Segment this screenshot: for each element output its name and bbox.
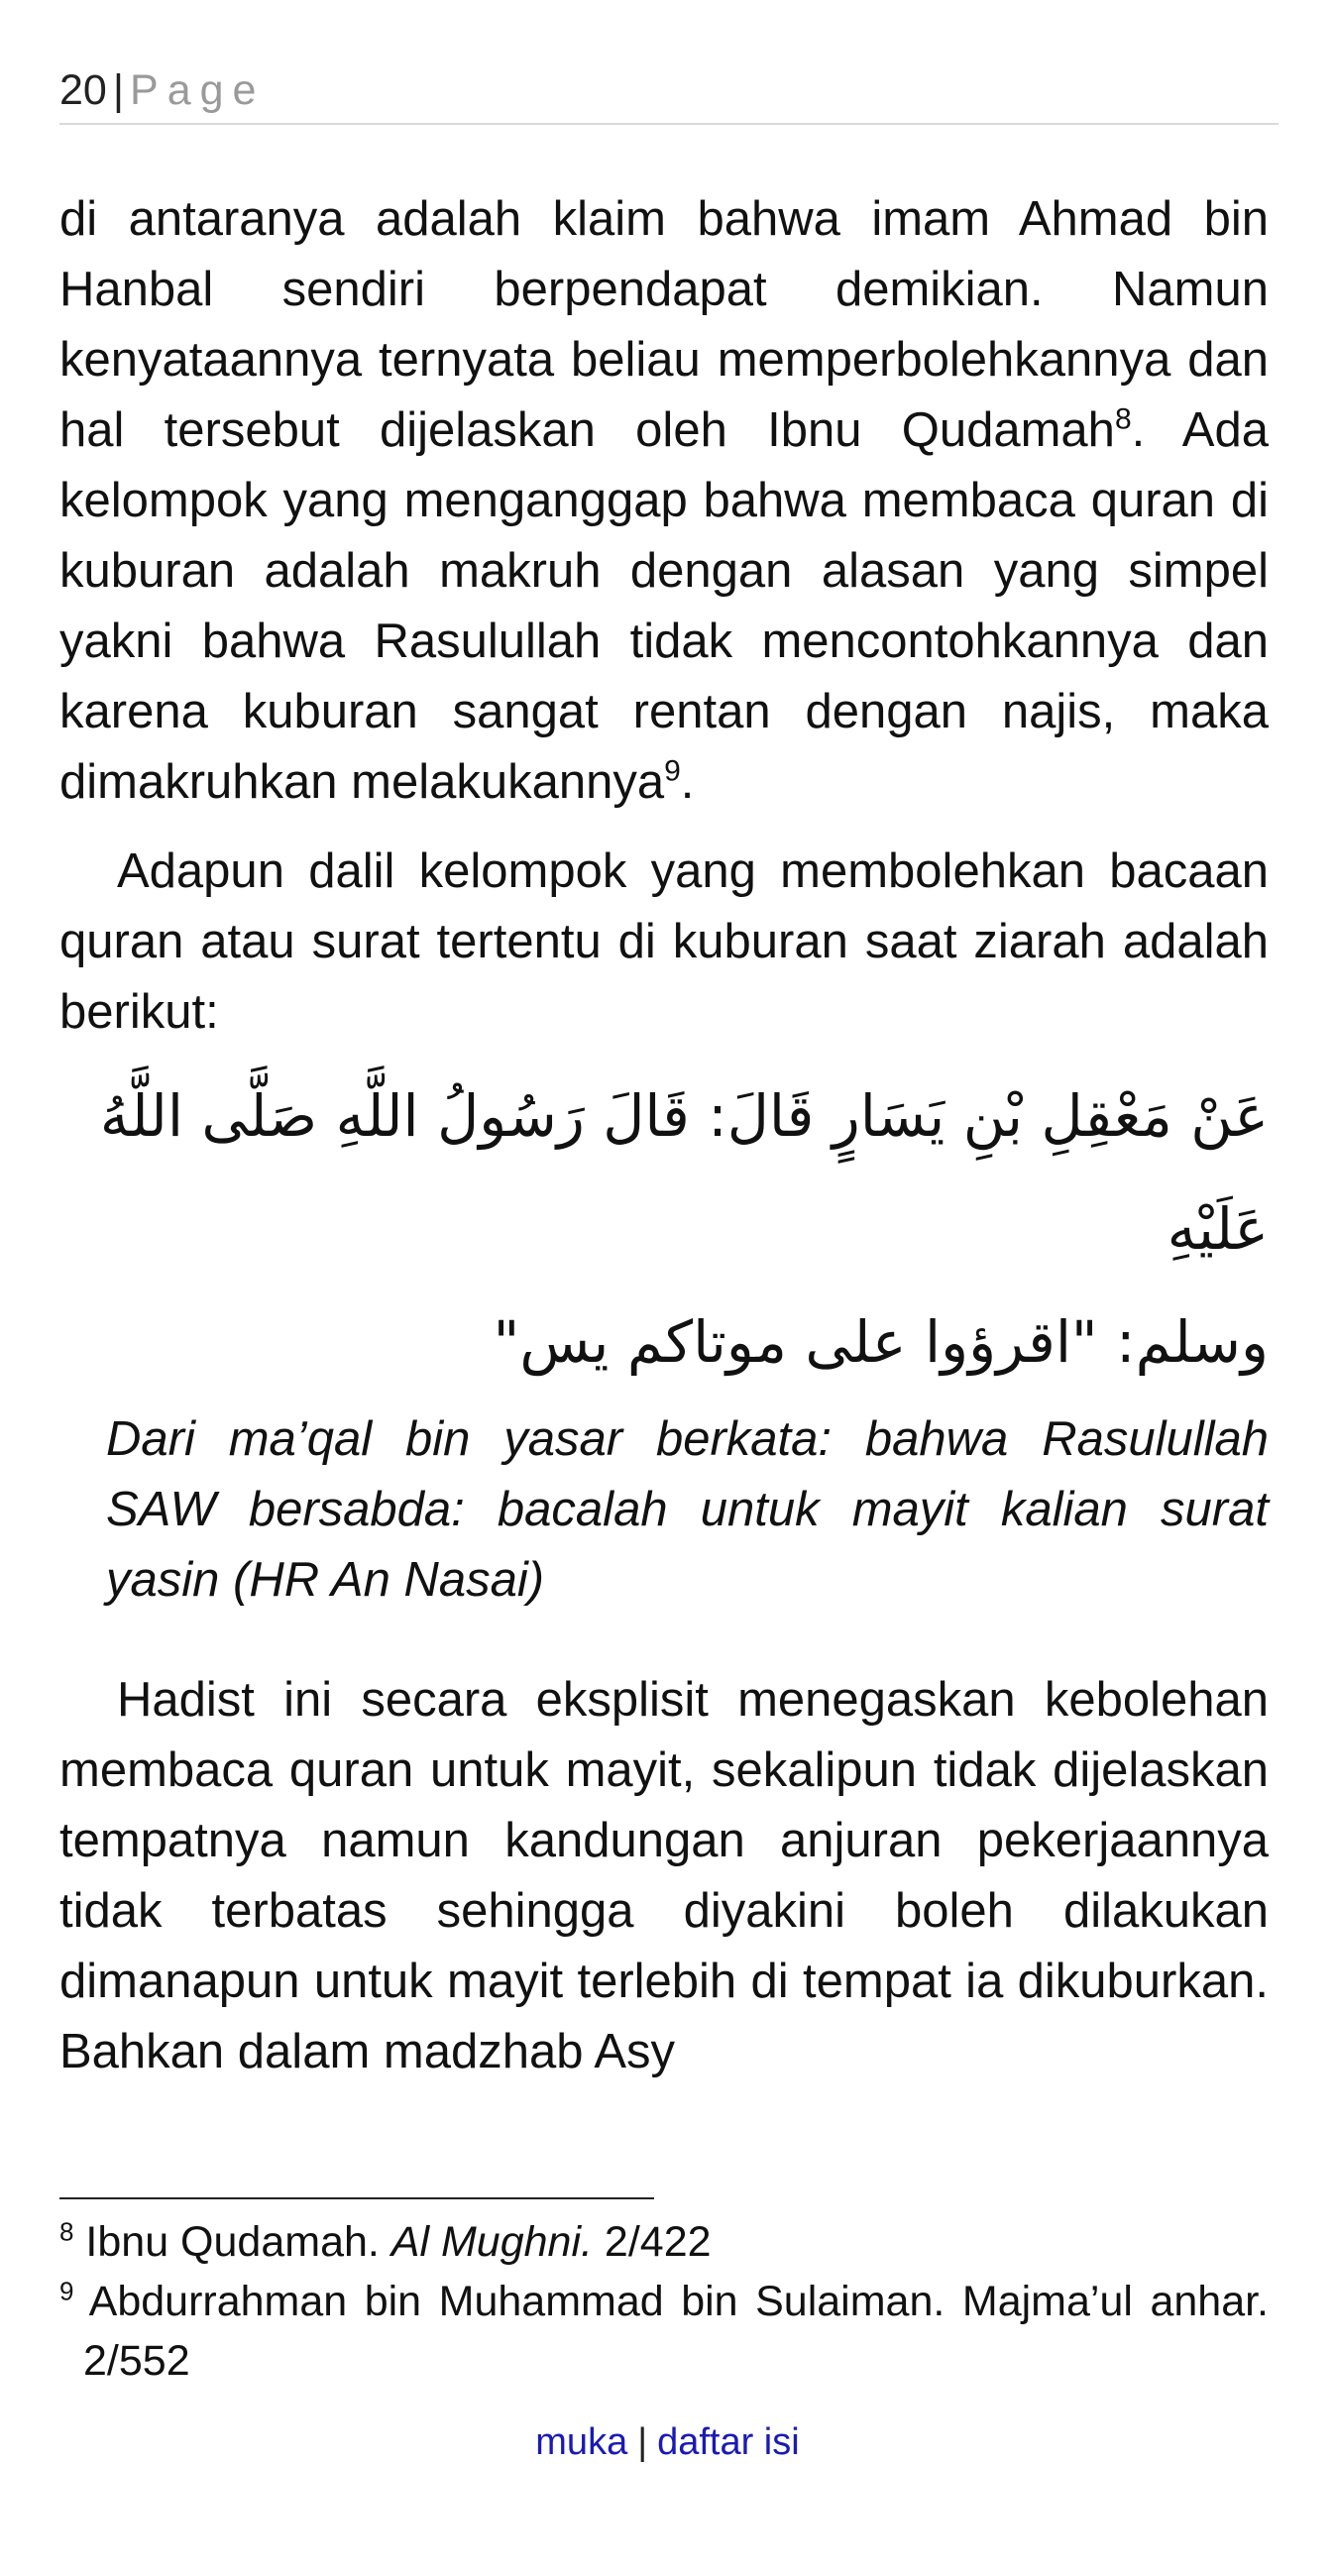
- paragraph-2: Adapun dalil kelompok yang membolehkan bacaan quran atau surat tertentu di kuburan saat ziarah adalah berikut:: [59, 844, 1269, 1039]
- hadith-arabic: [59, 1060, 1269, 1399]
- footnote-8-title: Al Mughni.: [390, 2218, 593, 2266]
- page-header: [59, 57, 1279, 125]
- paragraph-1-text-c: .: [680, 755, 695, 809]
- footnote-divider: [59, 2197, 654, 2199]
- page-number: 20: [59, 66, 107, 114]
- footnote-ref-8[interactable]: 8: [1114, 402, 1132, 436]
- hadith-translation: Dari ma’qal bin yasar berkata: bahwa Rasulullah SAW bersabda: bacalah untuk mayit kalian surat yasin (HR An Nasai): [106, 1412, 1269, 1607]
- footnote-9-number: 9: [59, 2276, 74, 2306]
- page-nav: [0, 2416, 1335, 2468]
- footnote-8-text: Ibnu Qudamah.: [85, 2218, 391, 2266]
- paragraph-1-text-b: . Ada kelompok yang menganggap bahwa membaca quran di kuburan adalah makruh dengan alasan yang simpel yakni bahwa Rasulullah tidak mencontohkannya dan karena kuburan sangat rentan dengan najis, maka dimakruhkan melakukannya: [59, 403, 1269, 809]
- footnote-9: [59, 2272, 1269, 2391]
- footnote-8: [59, 2212, 1269, 2272]
- footnote-8-number: 8: [59, 2216, 74, 2247]
- page-label: Page: [130, 66, 266, 114]
- paragraph-1-text-a: di antaranya adalah klaim bahwa imam Ahmad bin Hanbal sendiri berpendapat demikian. Namun kenyataannya ternyata beliau memperbolehkannya dan hal tersebut dijelaskan oleh Ibnu Qudamah: [59, 192, 1269, 457]
- daftar-isi-link[interactable]: daftar isi: [657, 2421, 800, 2463]
- arabic-line-2: وسلم: "اقرؤوا على موتاكم يس": [493, 1308, 1269, 1376]
- footnote-9-text: Abdurrahman bin Muhammad bin Sulaiman. Majma’ul anhar. 2/552: [83, 2278, 1269, 2385]
- header-separator: |: [112, 66, 125, 114]
- muka-link[interactable]: muka: [535, 2421, 628, 2463]
- nav-separator: |: [637, 2421, 648, 2463]
- paragraph-3: Hadist ini secara eksplisit menegaskan kebolehan membaca quran untuk mayit, sekalipun tidak dijelaskan tempatnya namun kandungan anjuran pekerjaannya tidak terbatas sehingga diyakini boleh dilakukan dimanapun untuk mayit terlebih di tempat ia dikuburkan. Bahkan dalam madzhab Asy: [59, 1673, 1269, 2078]
- page-body: [59, 184, 1269, 2087]
- footnote-8-page: 2/422: [592, 2218, 712, 2266]
- arabic-line-1: عَنْ مَعْقِلِ بْنِ يَسَارٍ قَالَ: قَالَ رَسُولُ اللَّهِ صَلَّى اللَّهُ عَلَيْهِ: [99, 1082, 1269, 1263]
- paragraph-1: [59, 184, 1269, 818]
- footnotes: [59, 2212, 1269, 2391]
- footnote-ref-9[interactable]: 9: [664, 754, 681, 788]
